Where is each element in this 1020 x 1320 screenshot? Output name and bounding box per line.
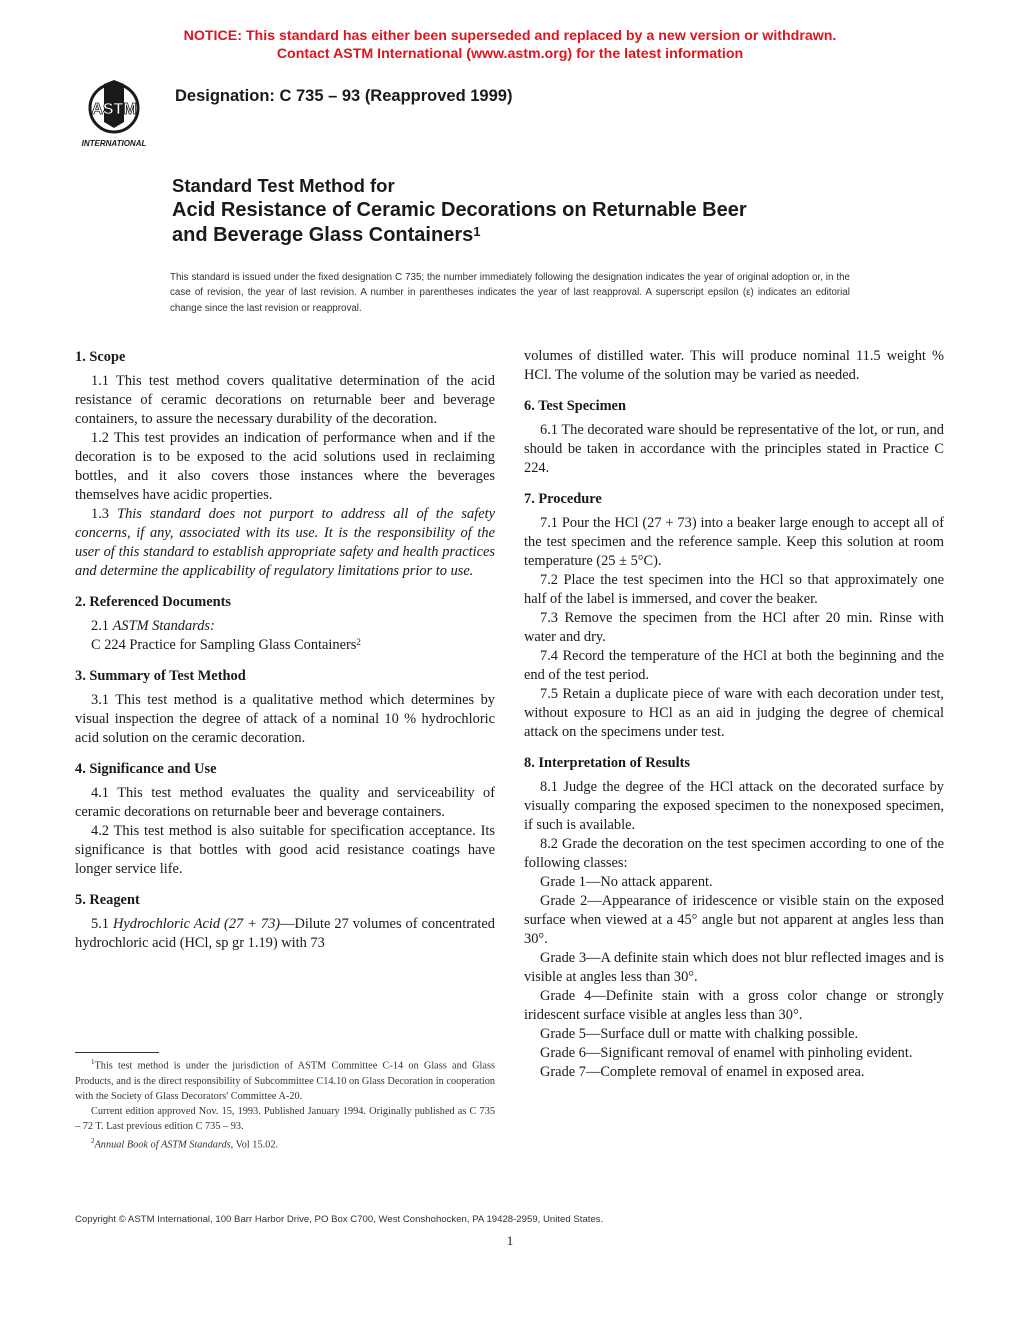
title-line-2: Acid Resistance of Ceramic Decorations on Returnable Beer xyxy=(172,199,747,221)
referenced-doc-c224-text: C 224 Practice for Sampling Glass Containers xyxy=(91,637,357,653)
notice-banner xyxy=(0,27,1020,63)
title-line-3-text: and Beverage Glass Containers xyxy=(172,224,474,246)
footnote-1-mark: 1 xyxy=(91,1058,95,1066)
page-number: 1 xyxy=(506,1233,514,1248)
designation: Designation: C 735 – 93 (Reapproved 1999) xyxy=(175,87,513,105)
footnote-2-italic: Annual Book of ASTM Standards xyxy=(94,1139,231,1151)
grade-4: Grade 4—Definite stain with a gross color change or strongly iridescent surface visible at angles less than 30°. xyxy=(524,988,944,1023)
paragraph-5-1 xyxy=(75,915,495,953)
paragraph-4-1: 4.1 This test method evaluates the quality and serviceability of ceramic decorations on returnable beer and beverage containers. xyxy=(75,785,495,820)
paragraph-1-3-num: 1.3 xyxy=(91,506,109,522)
document-title xyxy=(172,174,872,248)
footnotes xyxy=(75,1052,495,1153)
right-column xyxy=(524,347,944,1082)
referenced-doc-footnote-mark: 2 xyxy=(356,637,361,647)
footnote-rule xyxy=(75,1052,159,1053)
section-heading-reagent: 5. Reagent xyxy=(75,892,140,908)
paragraph-1-3-text: This standard does not purport to address all of the safety concerns, if any, associated with its use. It is the responsibility of the user of this standard to establish appropriate safety and health practices and determine the applicability of regulatory limitations prior to use. xyxy=(75,506,495,579)
paragraph-1-3 xyxy=(75,505,495,581)
left-column xyxy=(75,348,495,953)
copyright: Copyright © ASTM International, 100 Barr Harbor Drive, PO Box C700, West Conshohocken, PA 19428-2959, United States. xyxy=(75,1214,604,1225)
paragraph-5-1-italic: Hydrochloric Acid (27 + 73) xyxy=(112,916,281,932)
paragraph-3-1: 3.1 This test method is a qualitative method which determines by visual inspection the degree of attack of a nominal 10 % hydrochloric acid solution on the ceramic decoration. xyxy=(75,692,495,746)
paragraph-5-1-rest: —Dilute 27 volumes of concentrated hydrochloric acid (HCl, sp gr 1.19) with 73 xyxy=(75,916,495,951)
referenced-doc-c224 xyxy=(75,636,495,655)
paragraph-8-2: 8.2 Grade the decoration on the test specimen according to one of the following classes: xyxy=(524,836,944,871)
footnote-1 xyxy=(75,1055,495,1104)
paragraph-7-2: 7.2 Place the test specimen into the HCl so that approximately one half of the label is immersed, and cover the beaker. xyxy=(524,572,944,607)
paragraph-5-1-continued: volumes of distilled water. This will produce nominal 11.5 weight % HCl. The volume of the solution may be varied as needed. xyxy=(524,348,944,383)
paragraph-5-1-num: 5.1 xyxy=(91,916,109,932)
paragraph-7-4: 7.4 Record the temperature of the HCl at both the beginning and the end of the test period. xyxy=(524,648,944,683)
astm-logo xyxy=(66,78,162,150)
footnote-1-edition: Current edition approved Nov. 15, 1993. Published January 1994. Originally published as C 735 – 72 T. Last previous edition C 735 – 93. xyxy=(75,1106,495,1133)
section-heading-procedure: 7. Procedure xyxy=(524,491,602,507)
grade-6: Grade 6—Significant removal of enamel with pinholing evident. xyxy=(540,1045,913,1061)
paragraph-7-3: 7.3 Remove the specimen from the HCl after 20 min. Rinse with water and dry. xyxy=(524,610,944,645)
grade-7: Grade 7—Complete removal of enamel in exposed area. xyxy=(540,1064,865,1080)
paragraph-2-1-num: 2.1 xyxy=(91,618,109,634)
paragraph-7-5: 7.5 Retain a duplicate piece of ware with each decoration under test, without exposure to HCl as an aid in judging the degree of chemical attack on the specimens under test. xyxy=(524,686,944,740)
grade-5: Grade 5—Surface dull or matte with chalking possible. xyxy=(540,1026,859,1042)
paragraph-2-1 xyxy=(75,617,495,636)
section-heading-summary: 3. Summary of Test Method xyxy=(75,668,246,684)
footnote-2-mark: 2 xyxy=(91,1137,95,1146)
paragraph-7-1: 7.1 Pour the HCl (27 + 73) into a beaker large enough to accept all of the test specimen and the reference sample. Keep this solution at room temperature (25 ± 5°C). xyxy=(524,515,944,569)
section-heading-scope: 1. Scope xyxy=(75,349,126,365)
title-footnote-mark: 1 xyxy=(473,224,481,239)
notice-line-1: NOTICE: This standard has either been superseded and replaced by a new version or withdrawn. xyxy=(183,28,837,44)
section-heading-significance: 4. Significance and Use xyxy=(75,761,217,777)
footnote-2 xyxy=(75,1134,495,1153)
title-line-1: Standard Test Method for xyxy=(172,175,395,196)
section-heading-referenced: 2. Referenced Documents xyxy=(75,594,231,610)
paragraph-2-1-text: ASTM Standards: xyxy=(112,618,215,634)
footnote-1-text: This test method is under the jurisdiction of ASTM Committee C-14 on Glass and Glass Products, and is the direct responsibility of Subcommittee C14.10 on Glass Decoration in cooperation with the Society of Glass Decorators' Committee A-20. xyxy=(75,1060,495,1102)
logo-text: ASTM xyxy=(91,101,137,118)
paragraph-4-2: 4.2 This test method is also suitable for specification acceptance. Its significance is that bottles with good acid resistance coatings have longer service life. xyxy=(75,823,495,877)
section-heading-specimen: 6. Test Specimen xyxy=(524,398,626,414)
grade-1: Grade 1—No attack apparent. xyxy=(540,874,713,890)
paragraph-8-1: 8.1 Judge the degree of the HCl attack on the decorated surface by visually comparing the exposed specimen to the nonexposed specimen, if such is available. xyxy=(524,779,944,833)
paragraph-1-1: 1.1 This test method covers qualitative determination of the acid resistance of ceramic decorations on returnable beer and beverage containers, to assure the necessary durability of the decoration. xyxy=(75,373,495,427)
paragraph-1-2: 1.2 This test provides an indication of performance when and if the decoration is to be exposed to the acid solutions used in reclaiming bottles, and it also covers those instances where the beverages themselves have acidic properties. xyxy=(75,430,495,503)
section-heading-interpretation: 8. Interpretation of Results xyxy=(524,755,691,771)
title-line-3 xyxy=(172,223,872,248)
standard-note: This standard is issued under the fixed designation C 735; the number immediately following the designation indicates the year of original adoption or, in the case of revision, the year of last revision. A number in parentheses indicates the year of last reapproval. A superscript epsilon (ε) indicates an editorial change since the last revision or reapproval. xyxy=(170,272,850,314)
notice-line-2: Contact ASTM International (www.astm.org) for the latest information xyxy=(276,46,744,62)
paragraph-6-1: 6.1 The decorated ware should be representative of the lot, or run, and should be taken in accordance with the principles stated in Practice C 224. xyxy=(524,422,944,476)
logo-subtext: INTERNATIONAL xyxy=(81,139,147,148)
footnote-2-rest: , Vol 15.02. xyxy=(230,1139,279,1151)
grade-2: Grade 2—Appearance of iridescence or visible stain on the exposed surface when viewed at a 45° angle but not apparent at angles less than 30°. xyxy=(524,893,944,947)
grade-3: Grade 3—A definite stain which does not blur reflected images and is visible at angles less than 30°. xyxy=(524,950,944,985)
